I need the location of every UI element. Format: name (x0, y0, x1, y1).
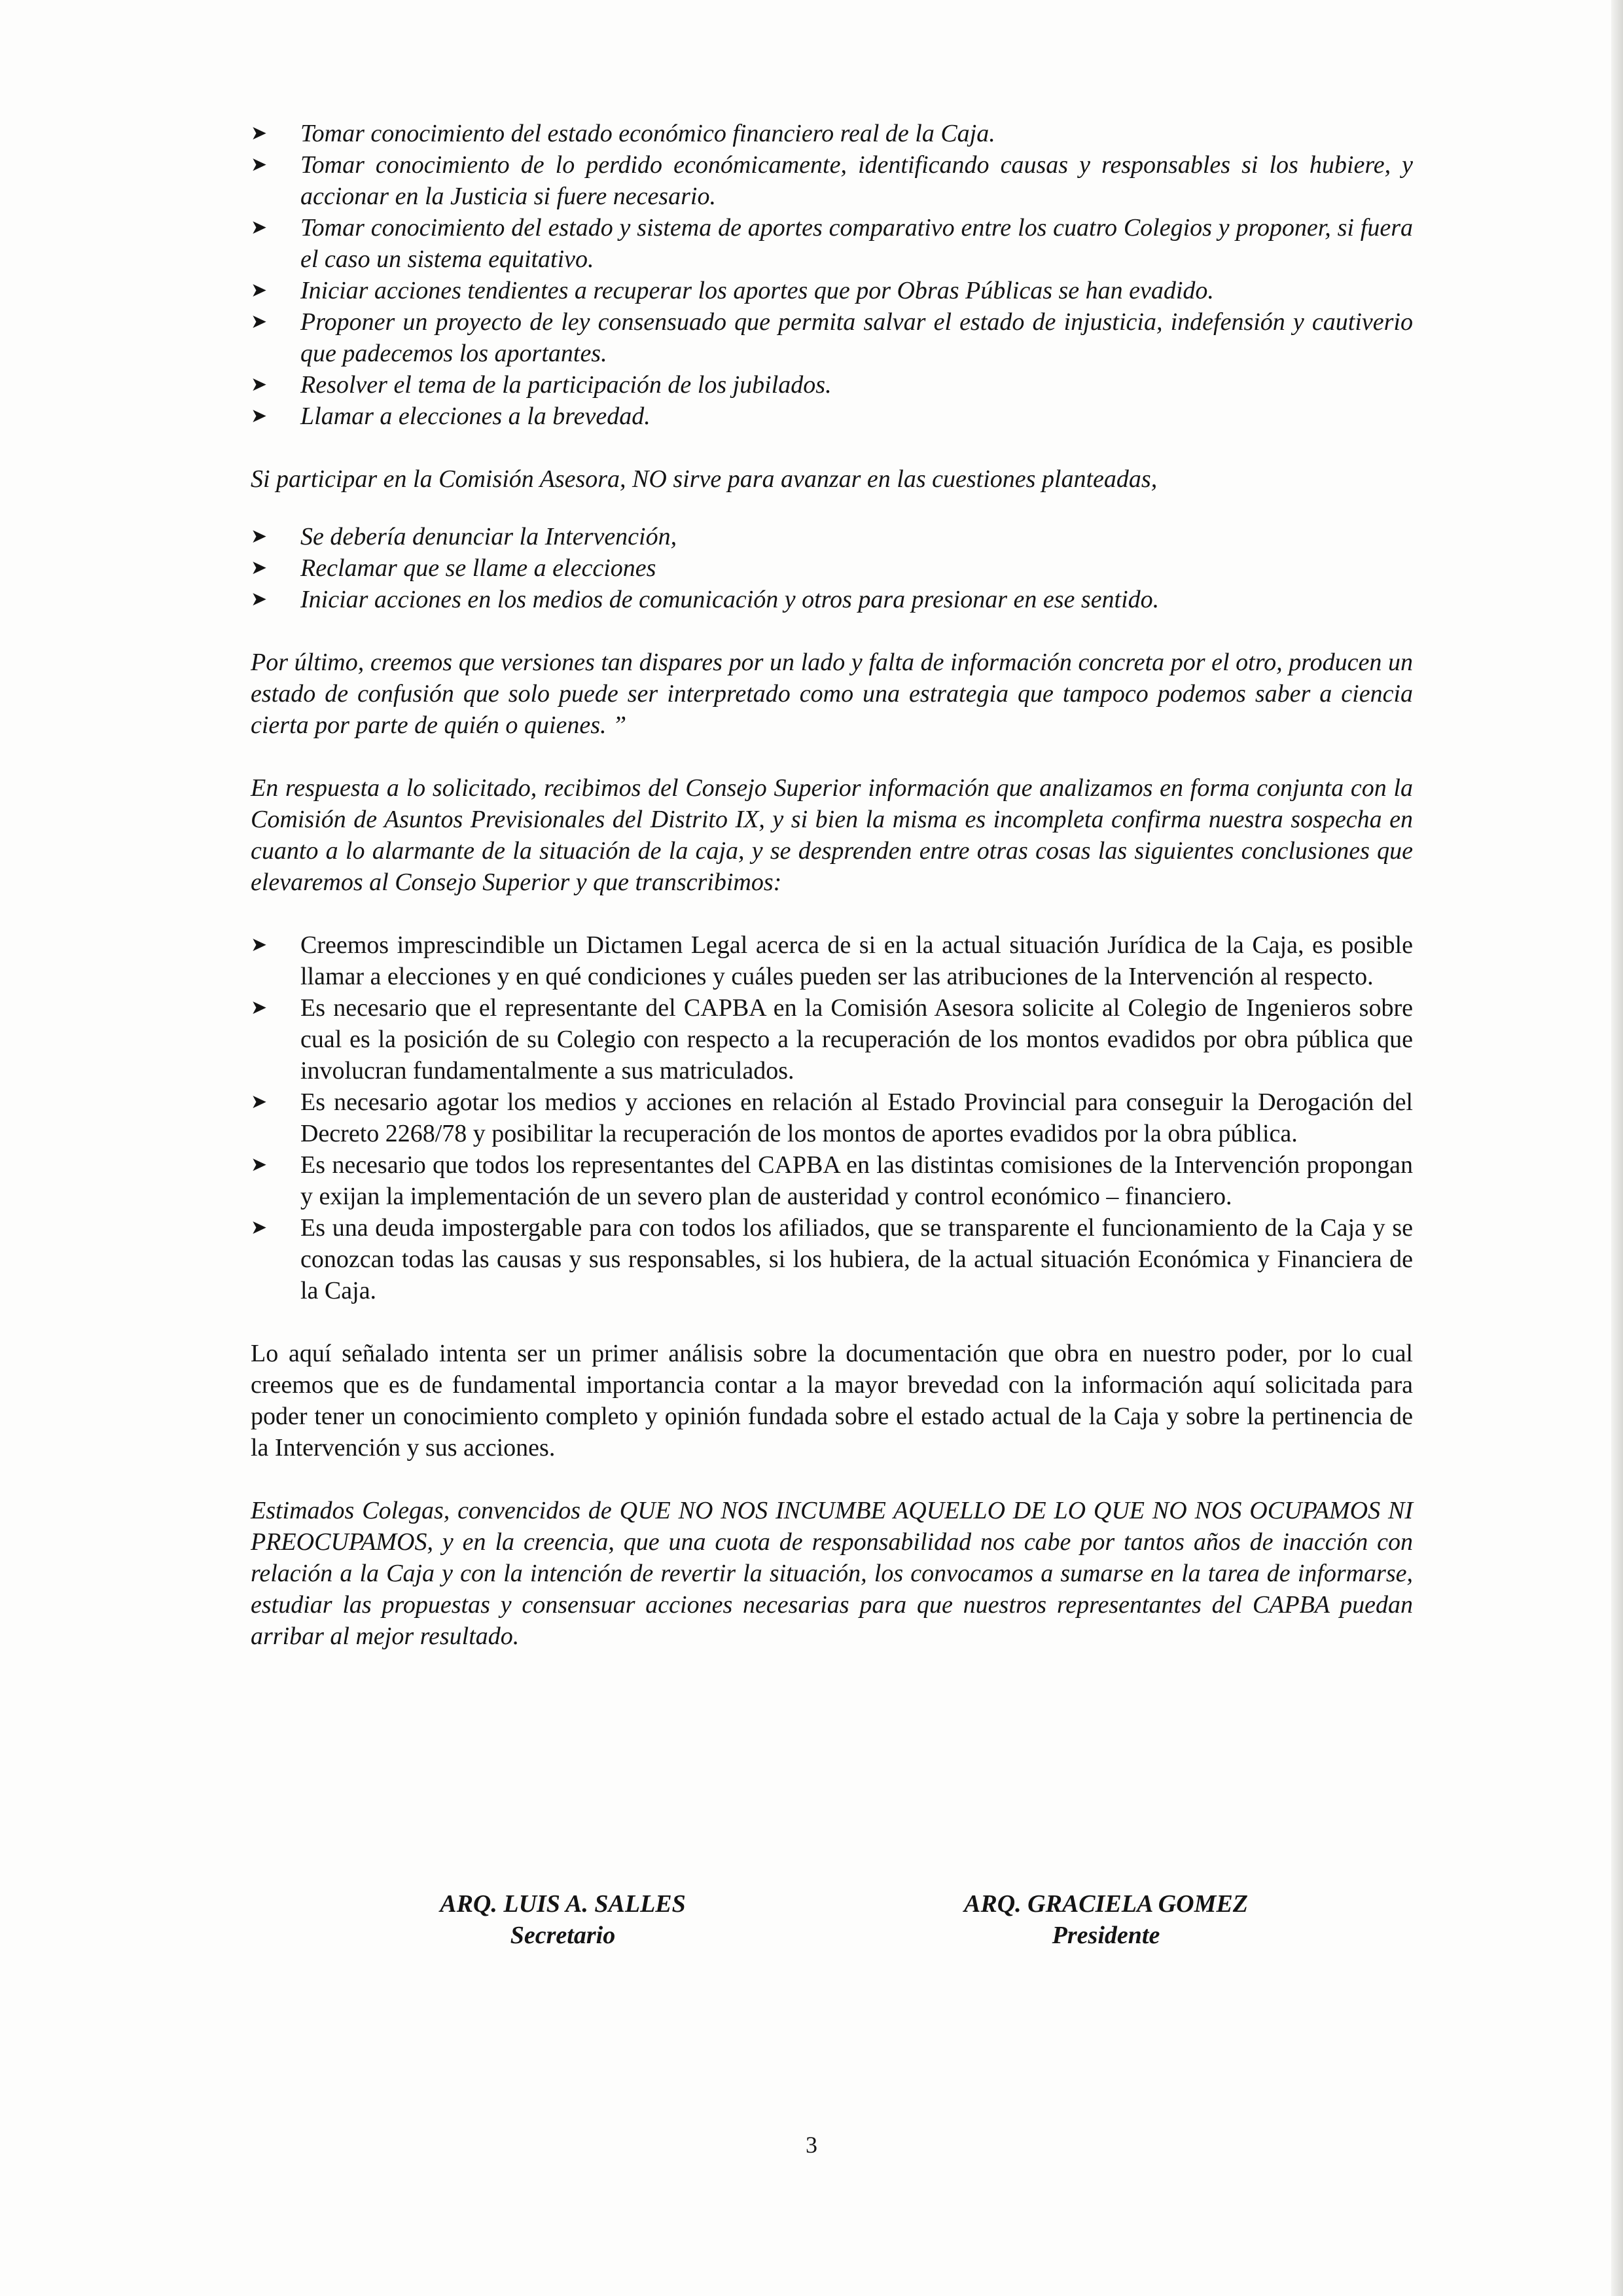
list-item (251, 584, 1413, 615)
list-item (251, 275, 1413, 306)
arrow-bullet-icon: ➤ (251, 1153, 268, 1176)
document-body (251, 118, 1413, 1652)
list-item (251, 552, 1413, 584)
arrow-bullet-icon: ➤ (251, 216, 268, 239)
paragraph-por-ultimo: Por último, creemos que versiones tan dispares por un lado y falta de información concreta por el otro, producen un estado de confusión que solo puede ser interpretado como una estrategia que tampoco podemos saber a ciencia cierta por parte de quién o quienes. ” (251, 649, 1413, 739)
signature-block (0, 1888, 1623, 1960)
paragraph-en-respuesta: En respuesta a lo solicitado, recibimos del Consejo Superior información que analizamos en forma conjunta con la Comisión de Asuntos Previsionales del Distrito IX, y si bien la misma es incompleta confirma nuestra sospecha en cuanto a lo alarmante de la situación de la caja, y se desprenden entre otras cosas las siguientes conclusiones que elevaremos al Consejo Superior y que transcribimos: (251, 774, 1413, 896)
list-item-text: Iniciar acciones tendientes a recuperar los aportes que por Obras Públicas se han evadido. (300, 277, 1214, 304)
list-item-text: Es una deuda impostergable para con todos los afiliados, que se transparente el funcionamiento de la Caja y se conozcan todas las causas y sus responsables, si los hubiera, de la actual situación Económica y Financiera de la Caja. (300, 1214, 1413, 1304)
arrow-bullet-icon: ➤ (251, 373, 268, 396)
conclusions-list (251, 929, 1413, 1306)
arrow-bullet-icon: ➤ (251, 525, 268, 548)
actions-list (251, 521, 1413, 615)
page-number: 3 (806, 2132, 817, 2158)
paragraph-estimados-colegas: Estimados Colegas, convencidos de QUE NO NOS INCUMBE AQUELLO DE LO QUE NO NOS OCUPAMOS NI PREOCUPAMOS, y en la creencia, que una cuota de responsabilidad nos cabe por tantos años de inacción con relación a la Caja y con la intención de revertir la situación, los convocamos a sumarse en la tarea de informarse, estudiar las propuestas y consensuar acciones necesarias para que nuestros representantes del CAPBA puedan arribar al mejor resultado. (251, 1497, 1413, 1650)
arrow-bullet-icon: ➤ (251, 404, 268, 427)
arrow-bullet-icon: ➤ (251, 122, 268, 145)
arrow-bullet-icon: ➤ (251, 153, 268, 176)
list-item (251, 992, 1413, 1086)
list-item-text: Tomar conocimiento del estado económico financiero real de la Caja. (300, 120, 995, 147)
list-item-text: Resolver el tema de la participación de los jubilados. (300, 371, 832, 399)
list-item (251, 118, 1413, 149)
list-item-text: Llamar a elecciones a la brevedad. (300, 403, 651, 430)
list-item (251, 1212, 1413, 1306)
list-item (251, 521, 1413, 552)
list-item (251, 929, 1413, 992)
arrow-bullet-icon: ➤ (251, 1216, 268, 1239)
arrow-bullet-icon: ➤ (251, 1090, 268, 1113)
list-item (251, 369, 1413, 401)
signature-presidente (936, 1888, 1276, 1951)
paragraph-comision-asesora: Si participar en la Comisión Asesora, NO sirve para avanzar en las cuestiones planteadas, (251, 465, 1158, 493)
arrow-bullet-icon: ➤ (251, 996, 268, 1019)
signature-role: Secretario (510, 1922, 616, 1949)
list-item-text: Es necesario que todos los representantes del CAPBA en las distintas comisiones de la Intervención propongan y exijan la implementación de un severo plan de austeridad y control económico – financiero. (300, 1151, 1413, 1210)
signature-role: Presidente (1052, 1922, 1160, 1949)
list-item (251, 1149, 1413, 1212)
list-item-text: Se debería denunciar la Intervención, (300, 523, 677, 550)
list-item-text: Tomar conocimiento de lo perdido económicamente, identificando causas y responsables si los hubiere, y accionar en la Justicia si fuere necesario. (300, 151, 1413, 210)
list-item (251, 401, 1413, 432)
arrow-bullet-icon: ➤ (251, 933, 268, 956)
list-item-text: Es necesario que el representante del CAPBA en la Comisión Asesora solicite al Colegio de Ingenieros sobre cual es la posición de su Colegio con respecto a la recuperación de los montos evadidos por obra pública que involucran fundamentalmente a sus matriculados. (300, 994, 1413, 1085)
list-item (251, 306, 1413, 369)
arrow-bullet-icon: ➤ (251, 279, 268, 302)
arrow-bullet-icon: ➤ (251, 588, 268, 611)
list-item-text: Reclamar que se llame a elecciones (300, 554, 656, 582)
list-item (251, 212, 1413, 275)
demands-list (251, 118, 1413, 432)
list-item-text: Proponer un proyecto de ley consensuado que permita salvar el estado de injusticia, indefensión y cautiverio que padecemos los aportantes. (300, 308, 1413, 367)
list-item-text: Creemos imprescindible un Dictamen Legal acerca de si en la actual situación Jurídica de la Caja, es posible llamar a elecciones y en qué condiciones y cuáles pueden ser las atribuciones de la Intervención al respecto. (300, 931, 1413, 990)
signature-name: ARQ. LUIS A. SALLES (440, 1890, 686, 1918)
arrow-bullet-icon: ➤ (251, 310, 268, 333)
list-item-text: Tomar conocimiento del estado y sistema de aportes comparativo entre los cuatro Colegios y proponer, si fuera el caso un sistema equitativo. (300, 214, 1413, 273)
arrow-bullet-icon: ➤ (251, 556, 268, 579)
list-item (251, 1086, 1413, 1149)
signature-name: ARQ. GRACIELA GOMEZ (964, 1890, 1248, 1918)
list-item-text: Iniciar acciones en los medios de comunicación y otros para presionar en ese sentido. (300, 586, 1160, 613)
paragraph-analisis: Lo aquí señalado intenta ser un primer análisis sobre la documentación que obra en nuestro poder, por lo cual creemos que es de fundamental importancia contar a la mayor brevedad con la información aquí solicitada para poder tener un conocimiento completo y opinión fundada sobre el estado actual de la Caja y sobre la pertinencia de la Intervención y sus acciones. (251, 1340, 1413, 1462)
signature-secretario (406, 1888, 720, 1951)
list-item (251, 149, 1413, 212)
list-item-text: Es necesario agotar los medios y acciones en relación al Estado Provincial para conseguir la Derogación del Decreto 2268/78 y posibilitar la recuperación de los montos de aportes evadidos por la obra pública. (300, 1088, 1413, 1147)
